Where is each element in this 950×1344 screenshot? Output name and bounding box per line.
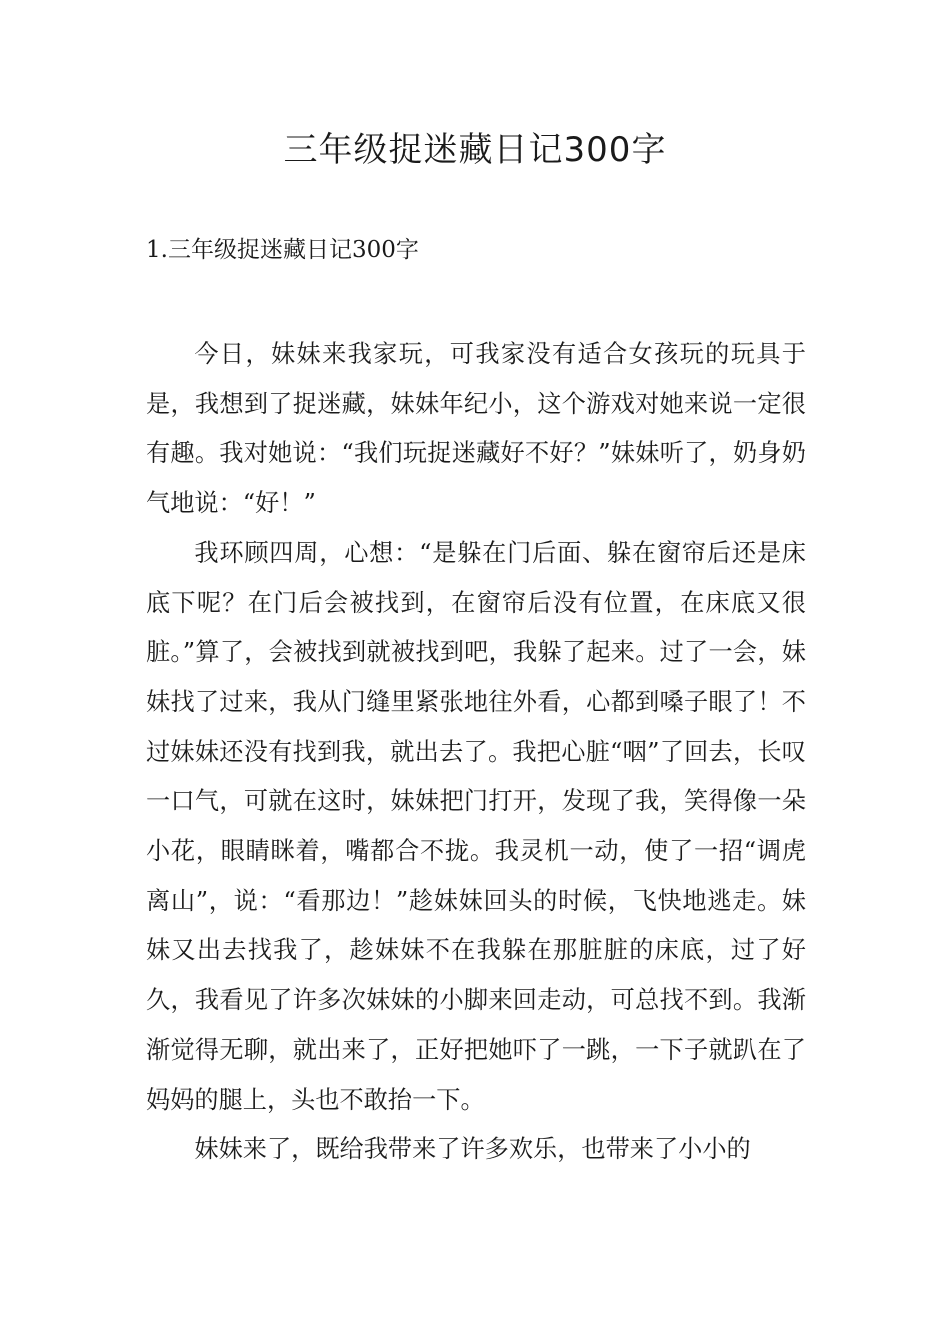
paragraph: 妹妹来了，既给我带来了许多欢乐，也带来了小小的 [194,1135,751,1164]
section-heading: 1.三年级捉迷藏日记300字 [146,237,419,263]
document-title: 三年级捉迷藏日记300字 [283,130,667,170]
paragraph: 今日，妹妹来我家玩，可我家没有适合女孩玩的玩具于是，我想到了捉迷藏，妹妹年纪小，这个游戏对她来说一定很有趣。我对她说：“我们玩捉迷藏好不好？”妹妹听了，奶身奶气地说：“好！” [146,340,806,518]
paragraph: 我环顾四周，心想：“是躲在门后面、躲在窗帘后还是床底下呢？在门后会被找到，在窗帘后没有位置，在床底又很脏。”算了，会被找到就被找到吧，我躲了起来。过了一会，妹妹找了过来，我从门缝里紧张地往外看，心都到嗓子眼了！不过妹妹还没有找到我，就出去了。我把心脏“咽”了回去，长叹一口气，可就在这时，妹妹把门打开，发现了我，笑得像一朵小花，眼睛眯着，嘴都合不拢。我灵机一动，使了一招“调虎离山”，说：“看那边！”趁妹妹回头的时候，飞快地逃走。妹妹又出去找我了，趁妹妹不在我躲在那脏脏的床底，过了好久，我看见了许多次妹妹的小脚来回走动，可总找不到。我渐渐觉得无聊，就出来了，正好把她吓了一跳，一下子就趴在了妈妈的腿上，头也不敢抬一下。 [146,538,806,1114]
body-text [146,330,806,1175]
